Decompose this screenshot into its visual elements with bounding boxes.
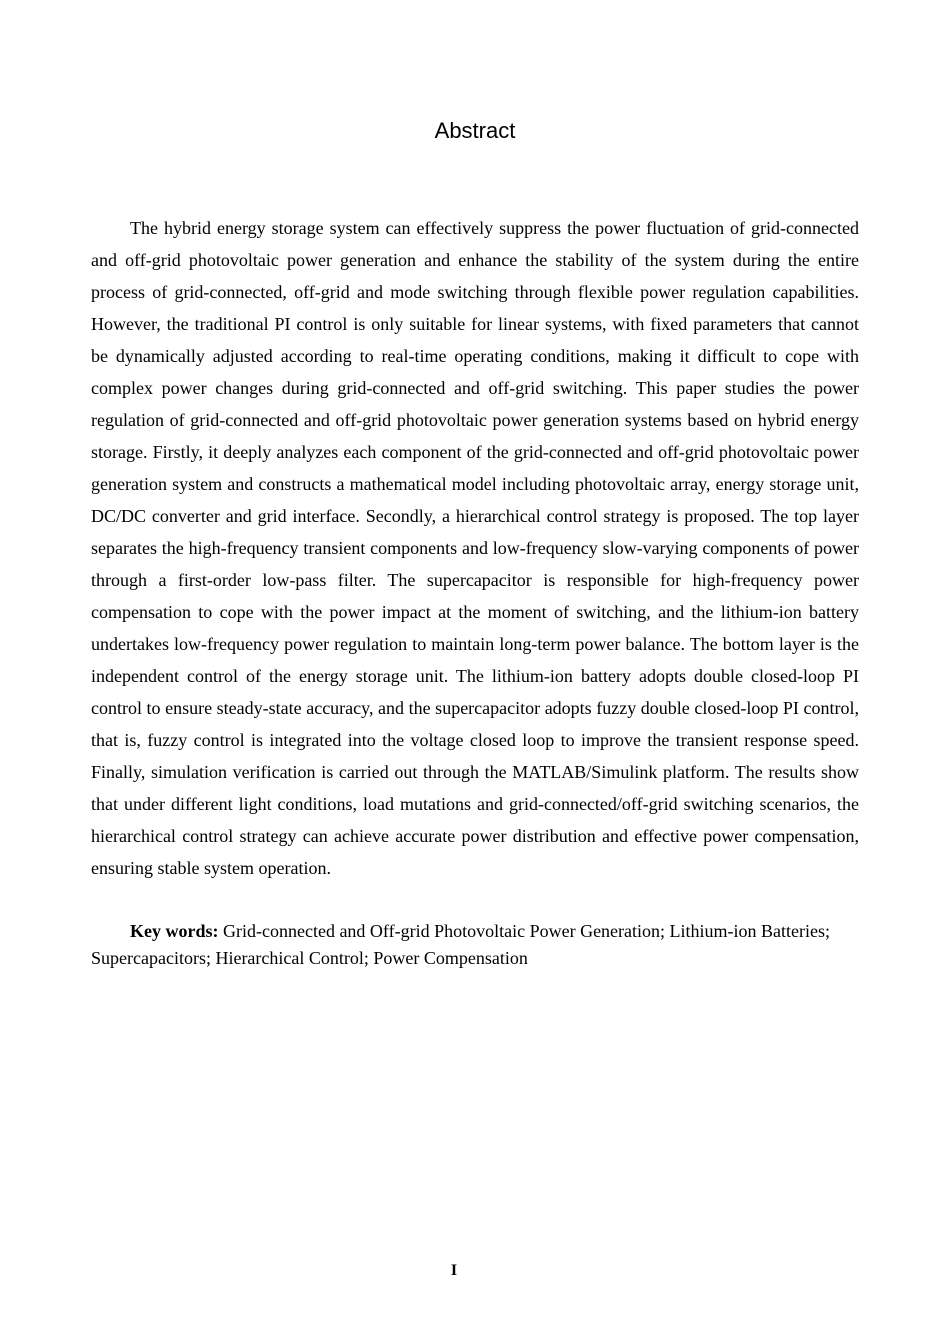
keywords-list: Grid-connected and Off-grid Photovoltaic Power Generation; Lithium-ion Batteries; Supercapacitors; Hierarchical Control; Power Compensation — [91, 921, 831, 968]
abstract-paragraph: The hybrid energy storage system can effectively suppress the power fluctuation of grid-connected and off-grid photovoltaic power generation and enhance the stability of the system during the entire process of grid-connected, off-grid and mode switching through flexible power regulation capabilities. However, the traditional PI control is only suitable for linear systems, with fixed parameters that cannot be dynamically adjusted according to real-time operating conditions, making it difficult to cope with complex power changes during grid-connected and off-grid switching. This paper studies the power regulation of grid-connected and off-grid photovoltaic power generation systems based on hybrid energy storage. Firstly, it deeply analyzes each component of the grid-connected and off-grid photovoltaic power generation system and constructs a mathematical model including photovoltaic array, energy storage unit, DC/DC converter and grid interface. Secondly, a hierarchical control strategy is proposed. The top layer separates the high-frequency transient components and low-frequency slow-varying components of power through a first-order low-pass filter. The supercapacitor is responsible for high-frequency power compensation to cope with the power impact at the moment of switching, and the lithium-ion battery undertakes low-frequency power regulation to maintain long-term power balance. The bottom layer is the independent control of the energy storage unit. The lithium-ion battery adopts double closed-loop PI control to ensure steady-state accuracy, and the supercapacitor adopts fuzzy double closed-loop PI control, that is, fuzzy control is integrated into the voltage closed loop to improve the transient response speed. Finally, simulation verification is carried out through the MATLAB/Simulink platform. The results show that under different light conditions, load mutations and grid-connected/off-grid switching scenarios, the hierarchical control strategy can achieve accurate power distribution and effective power compensation, ensuring stable system operation. — [91, 218, 859, 878]
keywords-label: Key words: — [130, 921, 219, 941]
page-title: Abstract — [434, 118, 516, 143]
page-number: I — [450, 1262, 458, 1279]
keywords-paragraph — [91, 918, 859, 972]
